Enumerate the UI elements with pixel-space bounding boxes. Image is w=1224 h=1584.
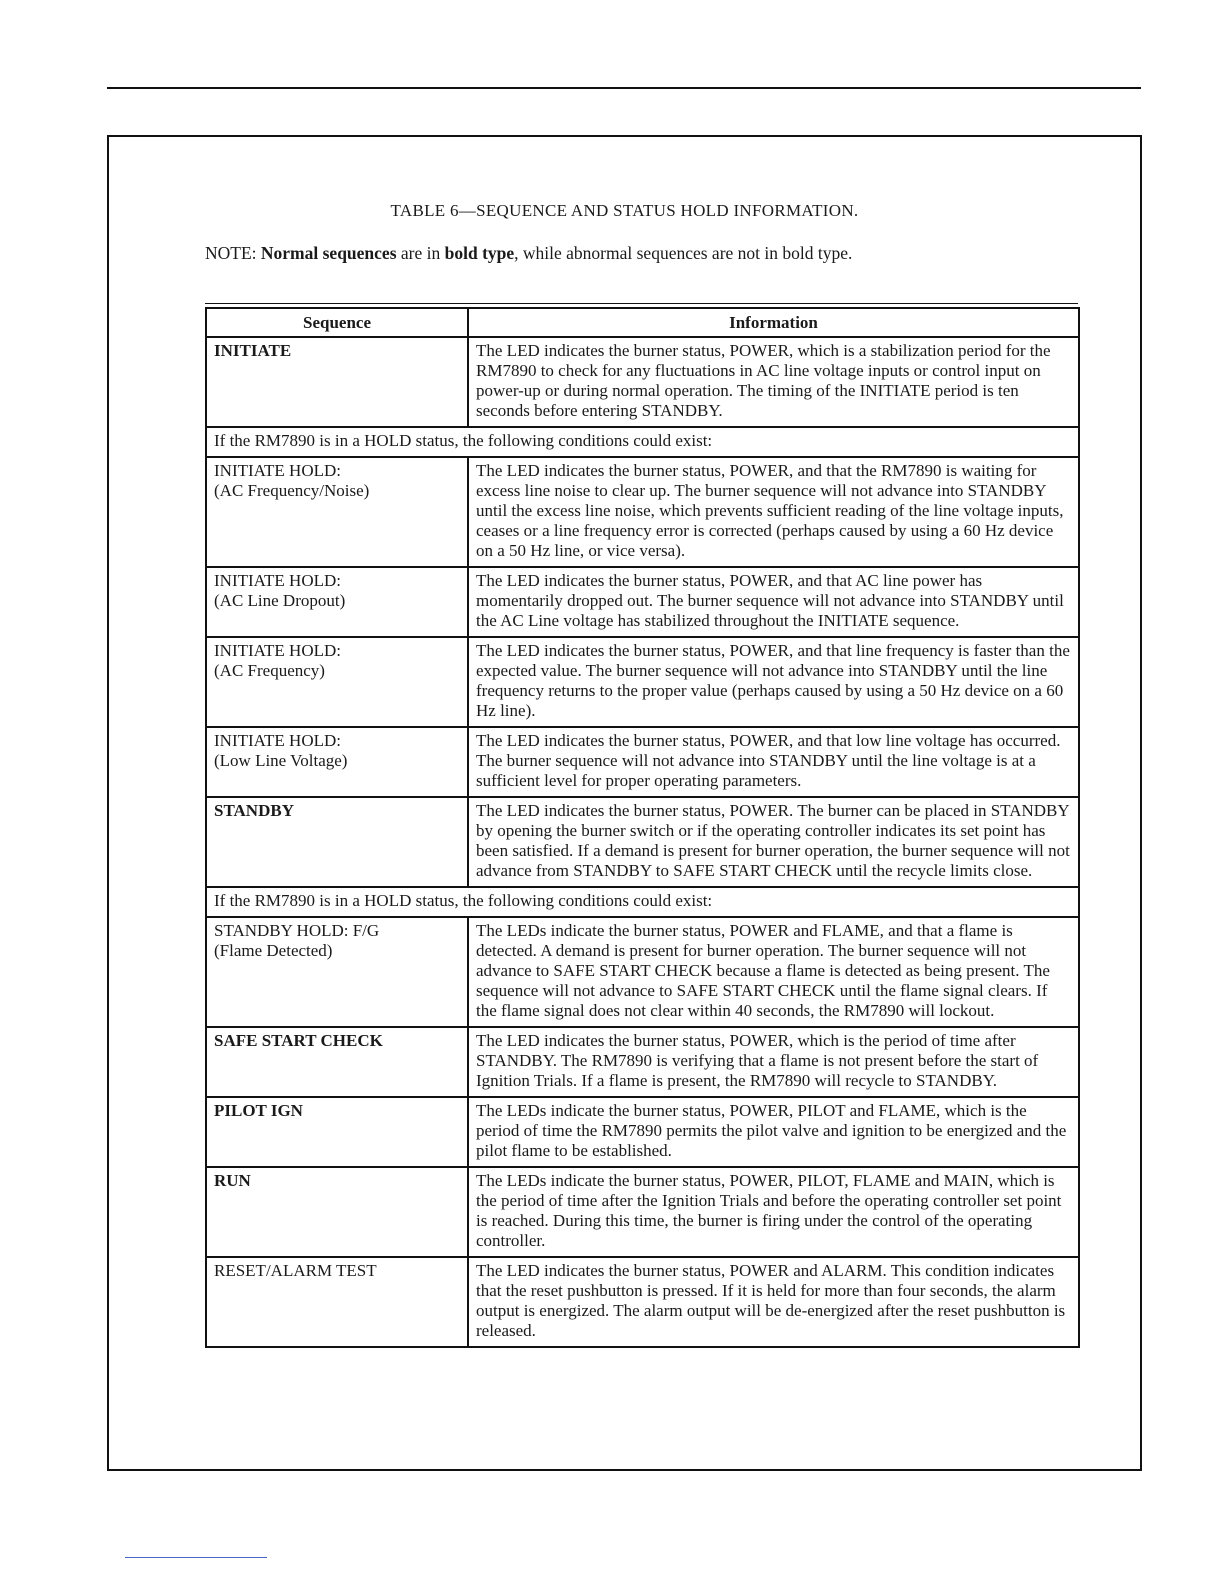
sequence-line: (AC Frequency/Noise): [214, 481, 370, 500]
table-frame: [107, 135, 1142, 1471]
note-bold-2: bold type: [444, 243, 515, 263]
information-cell: The LED indicates the burner status, POWER, which is a stabilization period for the RM7890 to check for any fluctuations in AC line voltage inputs or control input on power-up or during normal operation. The timing of the INITIATE period is ten seconds before entering STANDBY.: [468, 337, 1079, 427]
information-cell: The LED indicates the burner status, POWER, and that the RM7890 is waiting for excess line noise to clear up. The burner sequence will not advance into STANDBY until the excess line noise, which prevents sufficient reading of the line voltage inputs, ceases or a line frequency error is corrected (perhaps caused by using a 60 Hz device on a 50 Hz line, or vice versa).: [468, 457, 1079, 567]
note-mid: are in: [396, 243, 445, 263]
table-row: [206, 567, 1079, 637]
table-row: [206, 1257, 1079, 1347]
information-cell: The LED indicates the burner status, POWER, and that AC line power has momentarily dropped out. The burner sequence will not advance into STANDBY until the AC Line voltage has stabilized throughout the INITIATE sequence.: [468, 567, 1079, 637]
table-row: [206, 427, 1079, 457]
information-cell: The LED indicates the burner status, POWER, and that line frequency is faster than the expected value. The burner sequence will not advance into STANDBY until the line frequency returns to the proper value (perhaps caused by using a 50 Hz device on a 60 Hz line).: [468, 637, 1079, 727]
table-row: [206, 887, 1079, 917]
table-row: [206, 1167, 1079, 1257]
sequence-line: INITIATE HOLD:: [214, 641, 341, 660]
note-prefix: NOTE:: [205, 243, 261, 263]
sequence-cell: [206, 727, 468, 797]
sequence-line: (AC Frequency): [214, 661, 325, 680]
information-cell: The LED indicates the burner status, POWER. The burner can be placed in STANDBY by opening the burner switch or if the operating controller indicates its set point has been satisfied. If a demand is present for burner operation, the burner sequence will not advance from STANDBY to SAFE START CHECK until the recycle limits close.: [468, 797, 1079, 887]
sequence-cell: SAFE START CHECK: [206, 1027, 468, 1097]
table-row: [206, 917, 1079, 1027]
hold-condition-cell: If the RM7890 is in a HOLD status, the following conditions could exist:: [206, 427, 1079, 457]
sequence-table-wrapper: [205, 303, 1078, 1348]
sequence-cell: [206, 457, 468, 567]
header-sequence: Sequence: [206, 308, 468, 337]
information-cell: The LED indicates the burner status, POWER, which is the period of time after STANDBY. The RM7890 is verifying that a flame is not present before the start of Ignition Trials. If a flame is present, the RM7890 will recycle to STANDBY.: [468, 1027, 1079, 1097]
sequence-line: (AC Line Dropout): [214, 591, 346, 610]
sequence-cell: [206, 567, 468, 637]
note-bold-1: Normal sequences: [260, 243, 397, 263]
information-cell: The LEDs indicate the burner status, POWER, PILOT and FLAME, which is the period of time the RM7890 permits the pilot valve and ignition to be energized and the pilot flame to be established.: [468, 1097, 1079, 1167]
header-rule: [107, 87, 1141, 89]
table-header-row: [206, 308, 1079, 337]
sequence-line: STANDBY HOLD: F/G: [214, 921, 380, 940]
sequence-cell: STANDBY: [206, 797, 468, 887]
table-row: [206, 637, 1079, 727]
table-row: [206, 457, 1079, 567]
sequence-cell: INITIATE: [206, 337, 468, 427]
table-row: [206, 337, 1079, 427]
information-cell: The LED indicates the burner status, POWER, and that low line voltage has occurred. The burner sequence will not advance into STANDBY until the line voltage is at a sufficient level for proper operating parameters.: [468, 727, 1079, 797]
information-cell: The LEDs indicate the burner status, POWER and FLAME, and that a flame is detected. A demand is present for burner operation. The burner sequence will not advance to SAFE START CHECK because a flame is detected as being present. The sequence will not advance to SAFE START CHECK until the flame signal clears. If the flame signal does not clear within 40 seconds, the RM7890 will lockout.: [468, 917, 1079, 1027]
hold-condition-cell: If the RM7890 is in a HOLD status, the following conditions could exist:: [206, 887, 1079, 917]
table-row: [206, 1027, 1079, 1097]
sequence-line: (Flame Detected): [214, 941, 333, 960]
table-note: [205, 243, 852, 264]
information-cell: The LED indicates the burner status, POWER and ALARM. This condition indicates that the reset pushbutton is pressed. If it is held for more than four seconds, the alarm output is energized. The alarm output will be de-energized after the reset pushbutton is released.: [468, 1257, 1079, 1347]
table-row: [206, 797, 1079, 887]
table-row: [206, 1097, 1079, 1167]
sequence-cell: RESET/ALARM TEST: [206, 1257, 468, 1347]
table-row: [206, 727, 1079, 797]
sequence-line: INITIATE HOLD:: [214, 571, 341, 590]
sequence-cell: [206, 637, 468, 727]
table-title: TABLE 6—SEQUENCE AND STATUS HOLD INFORMATION.: [390, 201, 859, 220]
sequence-line: INITIATE HOLD:: [214, 731, 341, 750]
sequence-table: [205, 307, 1080, 1348]
header-information: Information: [468, 308, 1079, 337]
sequence-cell: [206, 917, 468, 1027]
footer-link-underline: [125, 1557, 267, 1558]
sequence-cell: RUN: [206, 1167, 468, 1257]
note-suffix: , while abnormal sequences are not in bold type.: [514, 243, 853, 263]
sequence-line: INITIATE HOLD:: [214, 461, 341, 480]
sequence-line: (Low Line Voltage): [214, 751, 348, 770]
sequence-cell: PILOT IGN: [206, 1097, 468, 1167]
information-cell: The LEDs indicate the burner status, POWER, PILOT, FLAME and MAIN, which is the period of time after the Ignition Trials and before the operating controller set point is reached. During this time, the burner is firing under the control of the operating controller.: [468, 1167, 1079, 1257]
